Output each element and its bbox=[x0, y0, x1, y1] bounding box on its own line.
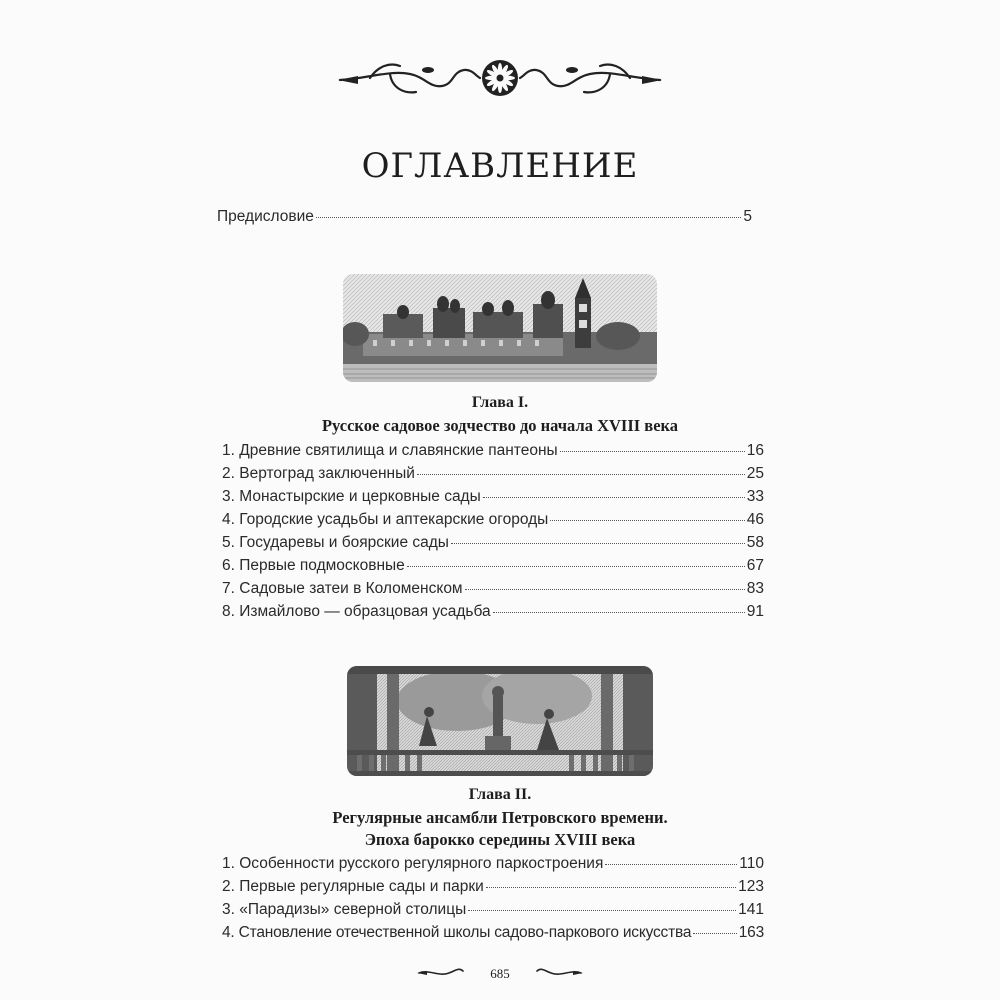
chapter-label: Глава II. bbox=[468, 786, 532, 803]
toc-entry-page: 5 bbox=[743, 208, 752, 225]
dot-leader bbox=[316, 217, 742, 218]
dot-leader bbox=[693, 933, 736, 934]
toc-entry-title: Предисловие bbox=[217, 208, 314, 225]
toc-entry[interactable] bbox=[222, 901, 764, 919]
toc-entry[interactable] bbox=[222, 534, 764, 552]
toc-entry-page: 141 bbox=[738, 901, 764, 918]
toc-entry[interactable] bbox=[222, 878, 764, 896]
toc-entry-title: 5. Государевы и боярские сады bbox=[222, 534, 449, 551]
toc-entry-title: 7. Садовые затеи в Коломенском bbox=[222, 580, 463, 597]
toc-entry[interactable] bbox=[222, 488, 764, 506]
toc-entry-page: 110 bbox=[739, 855, 764, 872]
dot-leader bbox=[465, 589, 745, 590]
toc-entry-title: 1. Особенности русского регулярного паркостроения bbox=[222, 855, 604, 872]
chapter-title: Русское садовое зодчество до начала XVIII века bbox=[321, 416, 679, 435]
dot-leader bbox=[560, 451, 745, 452]
toc-entry-page: 83 bbox=[746, 580, 764, 597]
dot-leader bbox=[468, 910, 736, 911]
toc-entry-page: 91 bbox=[746, 603, 764, 620]
toc-entry[interactable] bbox=[222, 557, 764, 575]
toc-entry-page: 123 bbox=[738, 878, 764, 895]
toc-entry[interactable] bbox=[222, 465, 764, 483]
toc-entry-page: 16 bbox=[746, 442, 764, 459]
toc-entry[interactable] bbox=[222, 580, 764, 598]
toc-entry[interactable] bbox=[222, 924, 764, 942]
toc-entry[interactable] bbox=[222, 603, 764, 621]
toc-entry-page: 163 bbox=[738, 924, 764, 941]
toc-entry-page: 67 bbox=[746, 557, 764, 574]
monastery-engraving bbox=[343, 274, 657, 382]
floral-ornament-icon bbox=[330, 48, 670, 108]
page-title: ОГЛАВЛЕНИЕ bbox=[361, 146, 639, 186]
toc-entry-page: 25 bbox=[746, 465, 764, 482]
dot-leader bbox=[451, 543, 745, 544]
chapter-title-line-1: Регулярные ансамбли Петровского времени. bbox=[332, 808, 668, 827]
toc-entry-title: 6. Первые подмосковные bbox=[222, 557, 405, 574]
dot-leader bbox=[493, 612, 745, 613]
rosette-icon bbox=[482, 60, 518, 96]
toc-entry-title: 1. Древние святилища и славянские пантеоны bbox=[222, 442, 558, 459]
toc-entry-title: 4. Городские усадьбы и аптекарские огороды bbox=[222, 511, 549, 528]
toc-entry-title: 2. Вертоград заключенный bbox=[222, 465, 415, 482]
dot-leader bbox=[483, 497, 745, 498]
toc-entry[interactable] bbox=[222, 855, 764, 873]
dot-leader bbox=[407, 566, 745, 567]
toc-entry-title: 8. Измайлово — образцовая усадьба bbox=[222, 603, 491, 620]
dot-leader bbox=[550, 520, 744, 521]
toc-entry[interactable] bbox=[222, 511, 764, 529]
toc-entry-title: 3. «Парадизы» северной столицы bbox=[222, 901, 467, 918]
toc-preface[interactable] bbox=[217, 208, 752, 226]
chapter-label: Глава I. bbox=[471, 394, 529, 411]
chapter-title-line-2: Эпоха барокко середины XVIII века bbox=[364, 830, 636, 849]
toc-entry-title: 2. Первые регулярные сады и парки bbox=[222, 878, 484, 895]
toc-entry-page: 46 bbox=[746, 511, 764, 528]
toc-entry-page: 58 bbox=[746, 534, 764, 551]
dot-leader bbox=[605, 864, 737, 865]
toc-entry-title: 4. Становление отечественной школы садово-паркового искусства bbox=[222, 924, 692, 941]
dot-leader bbox=[486, 887, 736, 888]
garden-pavilion-engraving bbox=[347, 666, 653, 776]
page-number: 685 bbox=[490, 966, 510, 981]
toc-entry-page: 33 bbox=[746, 488, 764, 505]
toc-entry[interactable] bbox=[222, 442, 764, 460]
dot-leader bbox=[417, 474, 745, 475]
toc-entry-title: 3. Монастырские и церковные сады bbox=[222, 488, 481, 505]
